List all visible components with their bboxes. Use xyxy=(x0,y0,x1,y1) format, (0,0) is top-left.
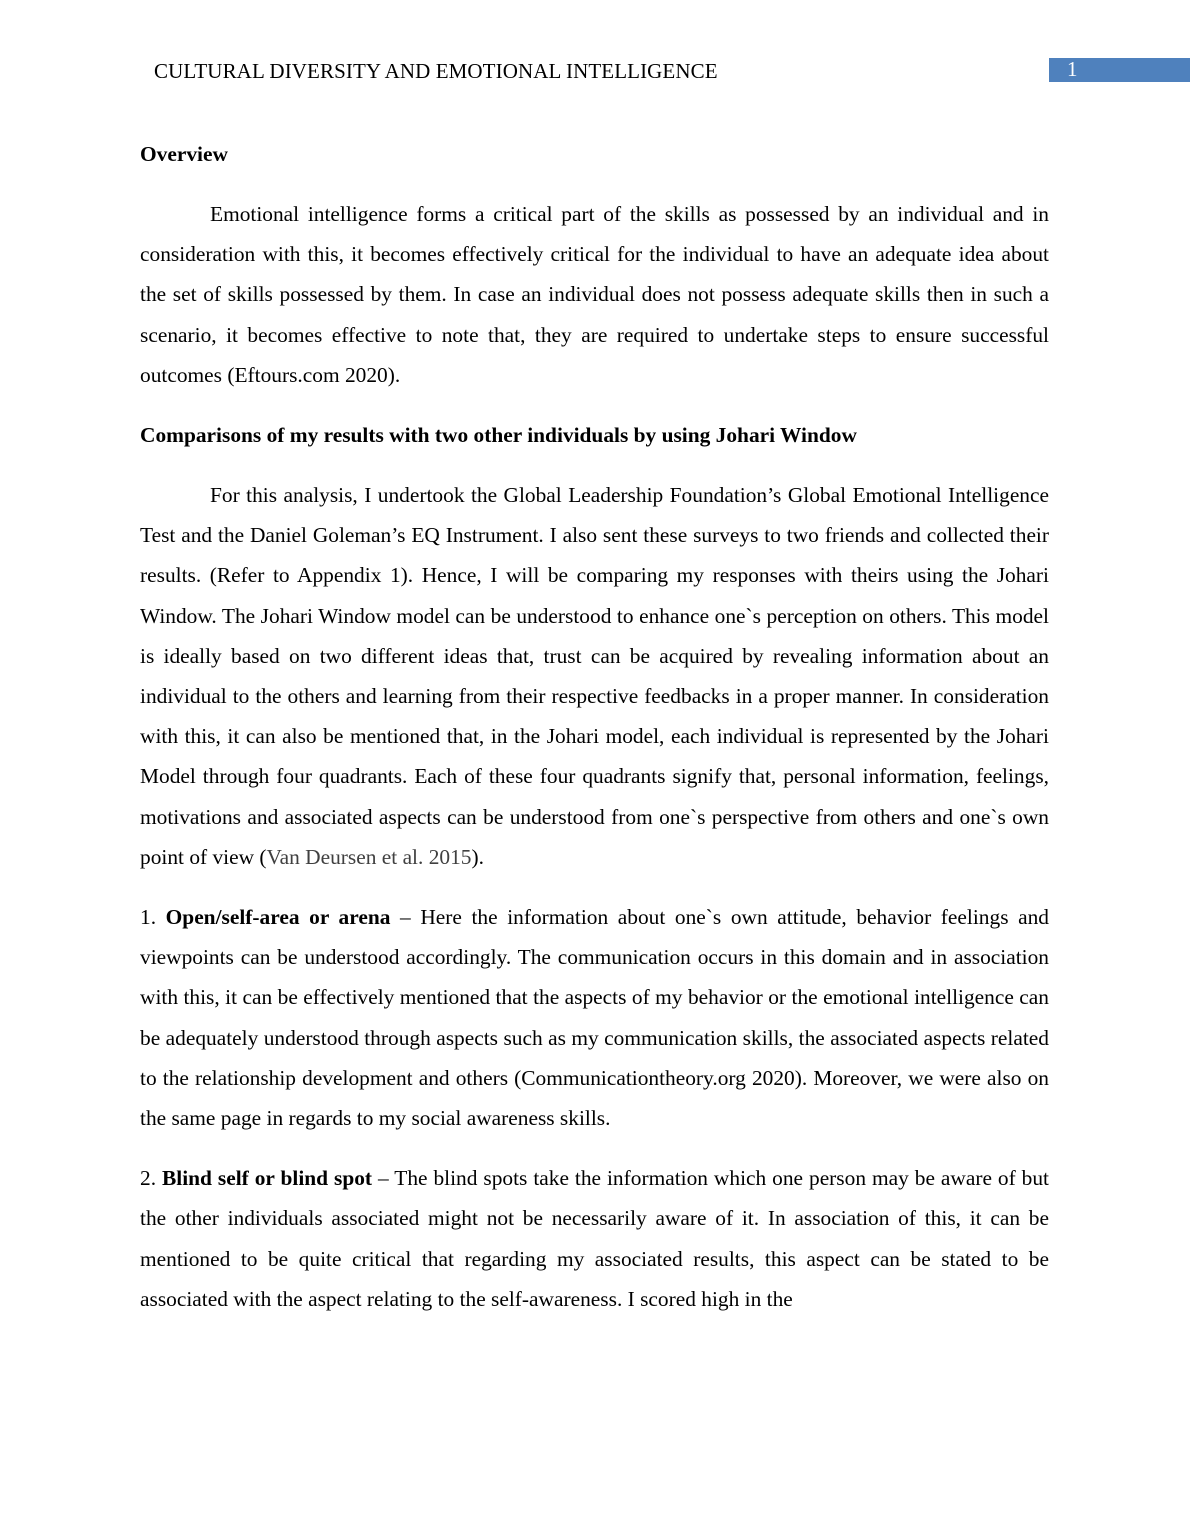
overview-heading: Overview xyxy=(140,142,228,166)
item-text: – The blind spots take the information which one person may be aware of but the other individuals associated might not be necessarily aware of it. In association of this, it can be mentioned to be quite critical that regarding my associated results, this aspect can be stated to be associated with the aspect relating to the self-awareness. I scored high in the xyxy=(140,1166,1049,1311)
overview-paragraph: Emotional intelligence forms a critical part of the skills as possessed by an individual and in consideration with this, it becomes effectively critical for the individual to have an adequate idea about the set of skills possessed by them. In case an individual does not possess adequate skills then in such a scenario, it becomes effective to note that, they are required to undertake steps to ensure successful outcomes (Eftours.com 2020). xyxy=(140,202,1049,387)
item-number: 1. xyxy=(140,905,157,930)
page-number-box xyxy=(1049,58,1190,82)
document-body xyxy=(140,134,1049,1339)
item-text: – Here the information about one`s own attitude, behavior feelings and viewpoints can be understood accordingly. The communication occurs in this domain and in association with this, it can be effectively mentioned that the aspects of my behavior or the emotional intelligence can be adequately understood through aspects such as my communication skills, the associated aspects related to the relationship development and others (Communicationtheory.org 2020). Moreover, we were also on the same page in regards to my social awareness skills. xyxy=(140,905,1049,1131)
comparisons-paragraph xyxy=(140,475,1049,877)
citation: Van Deursen et al. 2015 xyxy=(266,844,472,869)
comparisons-text: For this analysis, I undertook the Global Leadership Foundation’s Global Emotional Intelligence Test and the Daniel Goleman’s EQ Instrument. I also sent these surveys to two friends and collected their results. (Refer to Appendix 1). Hence, I will be comparing my responses with theirs using the Johari Window. The Johari Window model can be understood to enhance one`s perception on others. This model is ideally based on two different ideas that, trust can be acquired by revealing information about an individual to the others and learning from their respective feedbacks in a proper manner. In consideration with this, it can also be mentioned that, in the Johari model, each individual is represented by the Johari Model through four quadrants. Each of these four quadrants signify that, personal information, feelings, motivations and associated aspects can be understood from one`s perspective from others and one`s own point of view ( xyxy=(140,483,1049,869)
page-number: 1 xyxy=(1067,57,1078,81)
quadrant-item-blind xyxy=(140,1158,1049,1319)
item-title: Blind self or blind spot xyxy=(162,1166,373,1191)
comparisons-heading: Comparisons of my results with two other individuals by using Johari Window xyxy=(140,423,857,448)
item-number: 2. xyxy=(140,1166,157,1191)
running-head: CULTURAL DIVERSITY AND EMOTIONAL INTELLIGENCE xyxy=(154,59,718,83)
item-title: Open/self-area or arena xyxy=(165,905,391,930)
citation-close: ). xyxy=(471,844,484,869)
quadrant-item-open xyxy=(140,897,1049,1138)
